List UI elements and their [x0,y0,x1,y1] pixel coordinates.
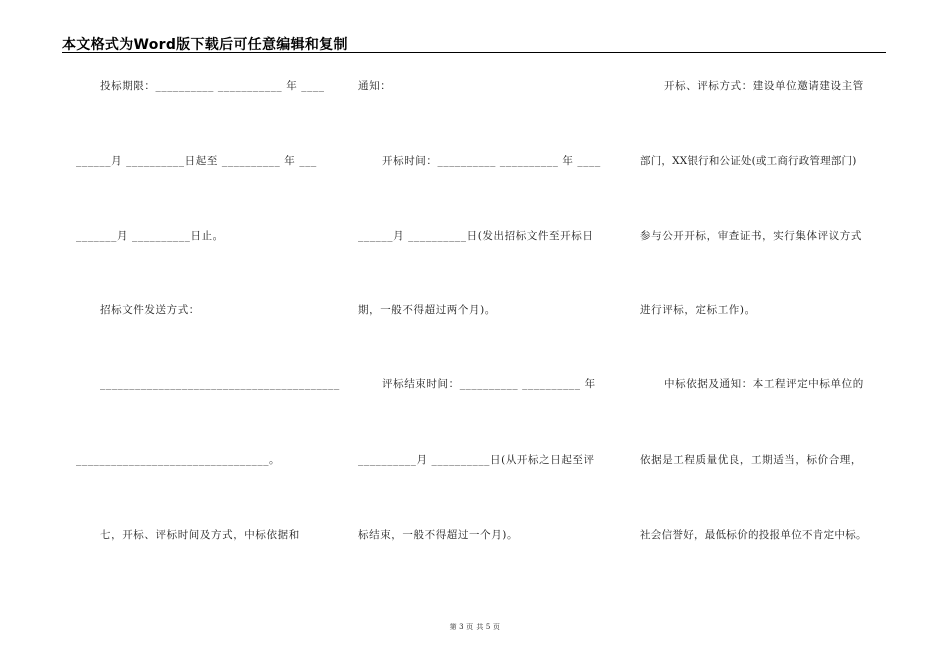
col1-line-2: ______月 __________日起至 __________ 年 ___ [76,155,317,167]
col3-line-6: 依据是工程质量优良，工期适当，标价合理， [640,454,862,466]
col3-line-5: 中标依据及通知：本工程评定中标单位的 [664,378,864,390]
col2-line-7: 标结束，一般不得超过一个月)。 [358,529,519,541]
col3-line-4: 进行评标，定标工作)。 [640,304,756,316]
col2-line-5: 评标结束时间：__________ __________ 年 [382,378,596,390]
document-header-title: 本文格式为Word版下载后可任意编辑和复制 [62,37,348,53]
col3-line-3: 参与公开开标，审查证书，实行集体评议方式 [640,230,862,242]
col1-line-6: _________________________________。 [76,454,281,466]
page-footer [0,622,950,632]
col1-line-7: 七，开标、评标时间及方式，中标依据和 [100,529,300,541]
col1-line-3: _______月 __________日止。 [76,230,224,242]
col2-line-2: 开标时间：__________ __________ 年 ____ [382,155,601,167]
footer-page-mid: 页 共 [466,623,484,631]
footer-page-current: 3 [459,623,465,631]
col1-line-4: 招标文件发送方式： [100,304,200,316]
footer-page-label: 第 [449,623,458,631]
col2-line-4: 期，一般不得超过两个月)。 [358,304,496,316]
col3-line-1: 开标、评标方式：建设单位邀请建设主管 [664,80,864,92]
col3-line-7: 社会信誉好，最低标价的投报单位不肯定中标。 [640,529,867,541]
col1-line-5: _________________________________________ [100,378,340,390]
header-divider [62,52,886,53]
col2-line-1: 通知： [358,80,392,92]
col3-line-2: 部门，XX银行和公证处(或工商行政管理部门) [640,155,857,167]
col2-line-6: __________月 __________日(从开标之日起至评 [358,454,595,466]
footer-page-total: 5 [485,623,491,631]
col1-line-1: 投标期限：__________ ___________ 年 ____ [100,80,325,92]
col2-line-3: ______月 __________日(发出招标文件至开标日 [358,230,594,242]
footer-page-suffix: 页 [492,623,501,631]
